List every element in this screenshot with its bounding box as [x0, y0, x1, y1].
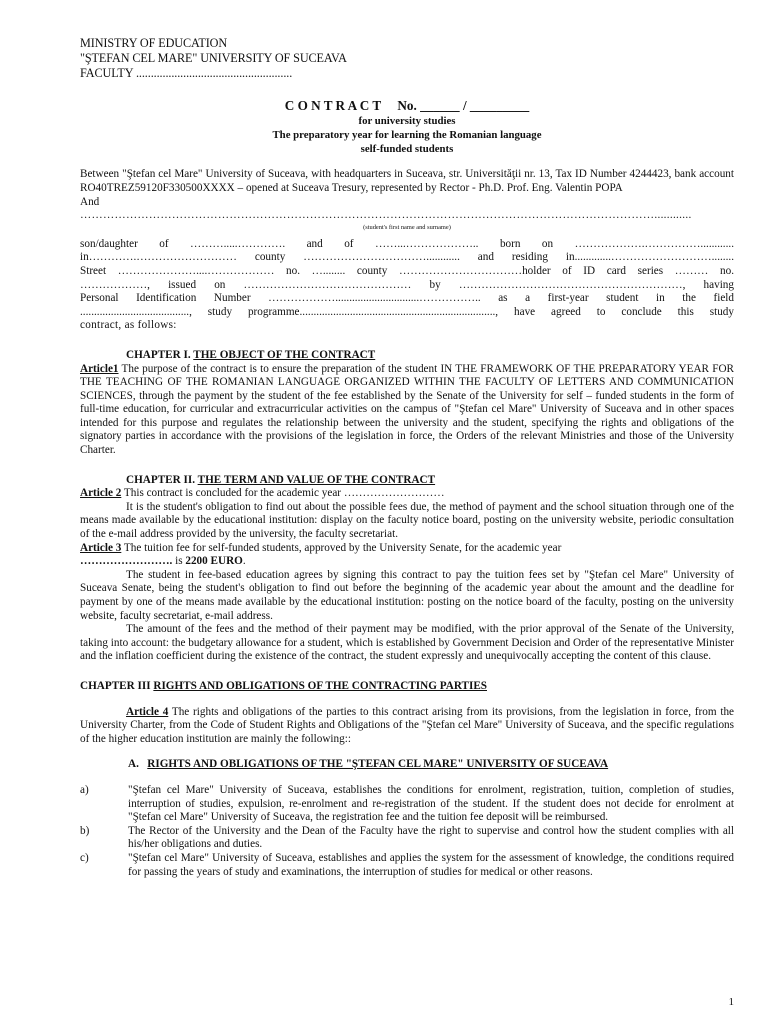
student-name-note: (student's first name and surname) [363, 223, 451, 231]
subtitle-studies: for university studies [358, 115, 456, 128]
article-3-text: The tuition fee for self-funded students, approved by the University Senate, for the academic year [121, 541, 562, 554]
section-a-prefix: A. [128, 758, 139, 771]
contract-page [80, 36, 734, 879]
fill-line-issued: ………………, issued on ……………………………………… by ……………………………………………………, having [80, 278, 734, 291]
list-item [80, 784, 734, 825]
article-3-year-dots: ……………………. [80, 555, 173, 568]
university-obligations-list [80, 784, 734, 879]
fill-line-residence: in………….……………………… county ……………………………............ and residing in.............………………………........ [80, 251, 734, 264]
chapter-3-title: RIGHTS AND OBLIGATIONS OF THE CONTRACTING PARTIES [153, 679, 487, 692]
article-4-text: The rights and obligations of the parties to this contract arising from its provisions, from the legislation in force, from the University Charter, from the Code of Student Rights and Obligations of the "Ştefan cel Mare" University of Suceava, and the specific regulations of the higher education institution are mainly the following:: [80, 705, 734, 745]
article-2 [80, 487, 734, 501]
article-2-label: Article 2 [80, 487, 122, 500]
article-1 [80, 363, 734, 458]
subtitle-self-funded: self-funded students [360, 143, 454, 156]
list-marker: a) [80, 783, 89, 796]
chapter-2-prefix: CHAPTER II. [126, 473, 195, 486]
fill-line-programme: ......................................., study programme......................................................................, have agreed to conclude this study [80, 305, 734, 318]
chapter-2-heading [80, 474, 734, 488]
list-marker: b) [80, 824, 90, 837]
fill-line-parents: son/daughter of ……….....…………. and of ……...……………….. born on ……………….……………............ [80, 237, 734, 250]
fill-line-street: Street …………………....……………… no. …........ county ……………………………holder of ID card series ……… no. [80, 264, 734, 277]
chapter-3-prefix: CHAPTER III [80, 679, 151, 692]
article-4 [80, 706, 734, 747]
parties-and: And [80, 195, 100, 208]
section-a-heading [80, 758, 734, 772]
list-item [80, 825, 734, 852]
article-3-paragraph-3: The amount of the fees and the method of their payment may be modified, with the prior approval of the Senate of the University, taking into account: the budgetary allowance for a student, which is established by Government Decision and Order of the representative Minister and the inflation coefficient during the existence of the contract, the student expressly and unequivocally accepting the content of this clause. [80, 623, 734, 663]
chapter-1-heading [80, 349, 734, 363]
section-a-title: RIGHTS AND OBLIGATIONS OF THE "ŞTEFAN CEL MARE" UNIVERSITY OF SUCEAVA [147, 758, 609, 771]
student-name-line: ……………………………………………………………………………………………………………………………………............ [80, 209, 692, 222]
article-2-text: This contract is concluded for the academic year ……………………… [121, 487, 445, 500]
article-1-label: Article1 [80, 362, 119, 375]
article-3-paragraph-2: The student in fee-based education agrees by signing this contract to pay the tuition fees set by "Ştefan cel Mare" University of Suceava Senate, being the student's obligation to find out before the beginning of the academic year about the amount and the deadline for payment by one of the means made available by the educational institution: posting on the notice board of the faculty, posting on the university website, faculty secretariat, e-mail address. [80, 568, 734, 622]
article-2-paragraph: It is the student's obligation to find out about the possible fees due, the method of payment and the school situation through one of the means made available by the educational institution: display on the faculty notice board, posting on the university website, periodic consultation of the e-mail address provided by the university, the faculty secretariat. [80, 500, 734, 541]
page-number: 1 [728, 996, 734, 1009]
article-1-text: The purpose of the contract is to ensure the preparation of the student IN THE FRAMEWORK OF THE PREPARATORY YEAR FOR THE TEACHING OF THE ROMANIAN LANGUAGE ORGANIZED WITHIN THE FACULTY OF LETTERS AND COMMUNICATION SCIENCES, through the payment by the student of the fee established by the Senate of the University for self – funded students in the form of full-time education, for curricular and extracurricular activities on the campus of "Ştefan cel Mare" University of Suceava and in other spaces intended for this purpose and regulates the relationship between the university and the student, specifying the rights and obligations of the signatory parties in accordance with the provisions of the legislation in force, the Orders of the relevant Ministries and those of the University Charter. [80, 362, 734, 457]
list-marker: c) [80, 851, 89, 864]
list-item-text: The Rector of the University and the Dean of the Faculty have the right to supervise and control how the student complies with all his/her obligations and duties. [128, 824, 734, 851]
article-4-label: Article 4 [126, 705, 169, 718]
tuition-fee-amount: 2200 EURO [185, 555, 243, 568]
ministry-line: MINISTRY OF EDUCATION [80, 36, 228, 50]
subtitle-preparatory: The preparatory year for learning the Romanian language [272, 129, 542, 142]
chapter-1-title: THE OBJECT OF THE CONTRACT [193, 348, 376, 361]
article-3 [80, 542, 734, 569]
chapter-1-prefix: CHAPTER I. [126, 348, 191, 361]
contract-title: C O N T R A C T No. ______ / _________ [284, 98, 530, 114]
faculty-line: FACULTY ..................................................... [80, 65, 293, 80]
list-item-text: "Ştefan cel Mare" University of Suceava, establishes the conditions for enrolment, registration, tuition, completion of studies, interruption of studies, expulsion, re-enrolment and re-registration of the student. If the student does not decide for enrolment at "Ştefan cel Mare" University of Suceava, the registration fee and the tuition fee deposit will be reimbursed. [128, 783, 734, 824]
article-3-is: is [172, 555, 186, 568]
chapter-2-title: THE TERM AND VALUE OF THE CONTRACT [197, 473, 436, 486]
fill-line-pin: Personal Identification Number ………………..............................…………….. as a first-year student in the field [80, 292, 734, 305]
university-line: "ŞTEFAN CEL MARE" UNIVERSITY OF SUCEAVA [80, 50, 347, 65]
list-item [80, 852, 734, 879]
list-item-text: "Ştefan cel Mare" University of Suceava, establishes and applies the system for the assessment of knowledge, the conditions required for passing the years of study and examinations, the interruption of studies for medical or other reasons. [128, 851, 734, 878]
document-header [80, 36, 734, 80]
article-3-label: Article 3 [80, 541, 122, 554]
parties-between: Between "Ştefan cel Mare" University of Suceava, with headquarters in Suceava, str. Universităţii nr. 13, Tax ID Number 4244423, bank account RO40TREZ59120F330500XXXX – opened at Suceava Tresury, represented by Rector - Ph.D. Prof. Eng. Valentin POPA [80, 168, 734, 194]
chapter-3-heading [80, 680, 734, 694]
fill-line-contract: contract, as follows: [80, 319, 177, 332]
article-3-end: . [242, 555, 246, 568]
